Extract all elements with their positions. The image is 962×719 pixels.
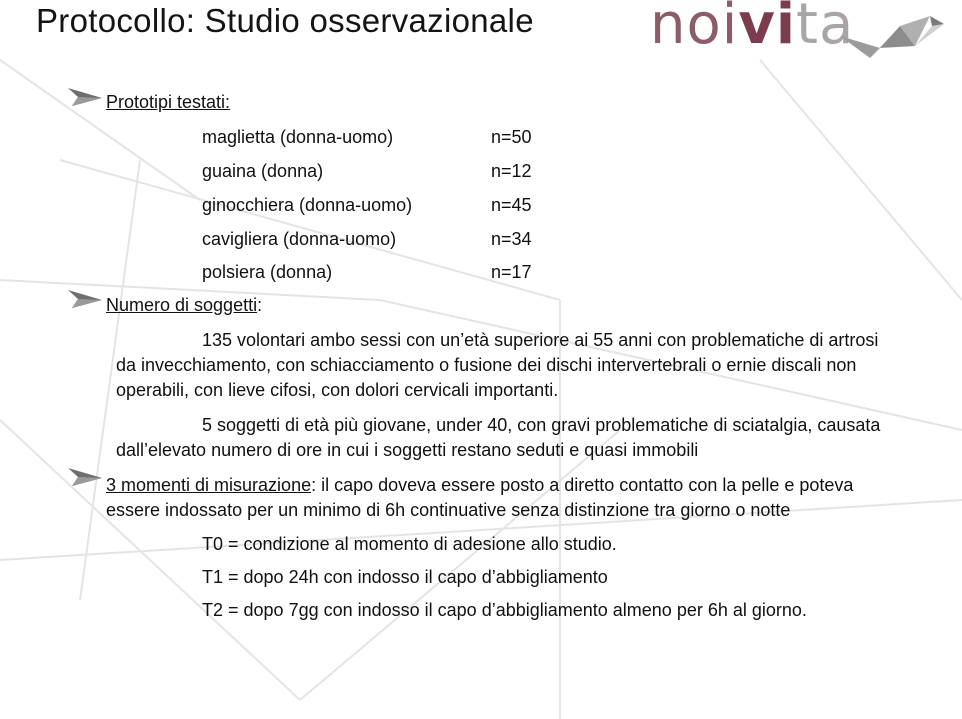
subjects-heading-text: Numero di soggetti [106,295,258,315]
prototype-label: polsiera (donna) [202,262,333,282]
logo-wordmark-part3: ta [796,0,855,57]
paragraph-line: da invecchiamento, con schiacciamento o fusione dei dischi intervertebrali o ernie discali non [116,355,857,375]
noivita-logo [648,0,958,60]
subjects-heading [106,295,262,316]
subjects-paragraph-1 [116,328,878,403]
logo-wordmark-part1: noi [650,0,739,57]
prototype-count: n=34 [491,229,532,249]
paragraph-line: dall’elevato numero di ore in cui i soggetti restano seduti e quasi immobili [116,440,699,460]
prototype-count: n=45 [491,195,532,215]
prototypes-heading: Prototipi testati: [106,92,231,112]
timepoint-t1: T1 = dopo 24h con indosso il capo d’abbigliamento [202,567,608,587]
measurement-paragraph [106,473,853,523]
timepoint-t0: T0 = condizione al momento di adesione allo studio. [202,534,617,554]
slide-title: Protocollo: Studio osservazionale [36,2,534,39]
timepoint-t2: T2 = dopo 7gg con indosso il capo d’abbigliamento almeno per 6h al giorno. [202,600,807,620]
paragraph-line: 135 volontari ambo sessi con un’età superiore ai 55 anni con problematiche di artrosi [202,330,879,350]
logo-wordmark-part2: vi [738,0,797,57]
logo-wordmark [650,0,854,57]
prototype-count: n=12 [491,161,532,181]
arrow-bullet-icon [68,288,102,310]
prototype-count: n=17 [491,262,532,282]
prototype-label: cavigliera (donna-uomo) [202,229,397,249]
measurement-heading-rest: : il capo doveva essere posto a diretto contatto con la pelle e poteva [311,475,854,495]
prototype-label: ginocchiera (donna-uomo) [202,195,413,215]
paragraph-line: operabili, con lieve cifosi, con dolori cervicali importanti. [116,380,559,400]
origami-bird-icon [840,8,950,58]
prototype-label: guaina (donna) [202,161,324,181]
paragraph-line: 5 soggetti di età più giovane, under 40, con gravi problematiche di sciatalgia, causata [202,415,881,435]
measurement-line-1 [106,473,853,498]
prototype-label: maglietta (donna-uomo) [202,127,394,147]
prototype-count: n=50 [491,127,532,147]
arrow-bullet-icon [68,466,102,488]
subjects-heading-colon: : [257,295,263,315]
arrow-bullet-icon [68,86,102,108]
measurement-line-2: essere indossato per un minimo di 6h continuative senza distinzione tra giorno o notte [106,500,791,520]
measurement-heading: 3 momenti di misurazione [106,475,312,495]
subjects-paragraph-2 [116,413,880,463]
